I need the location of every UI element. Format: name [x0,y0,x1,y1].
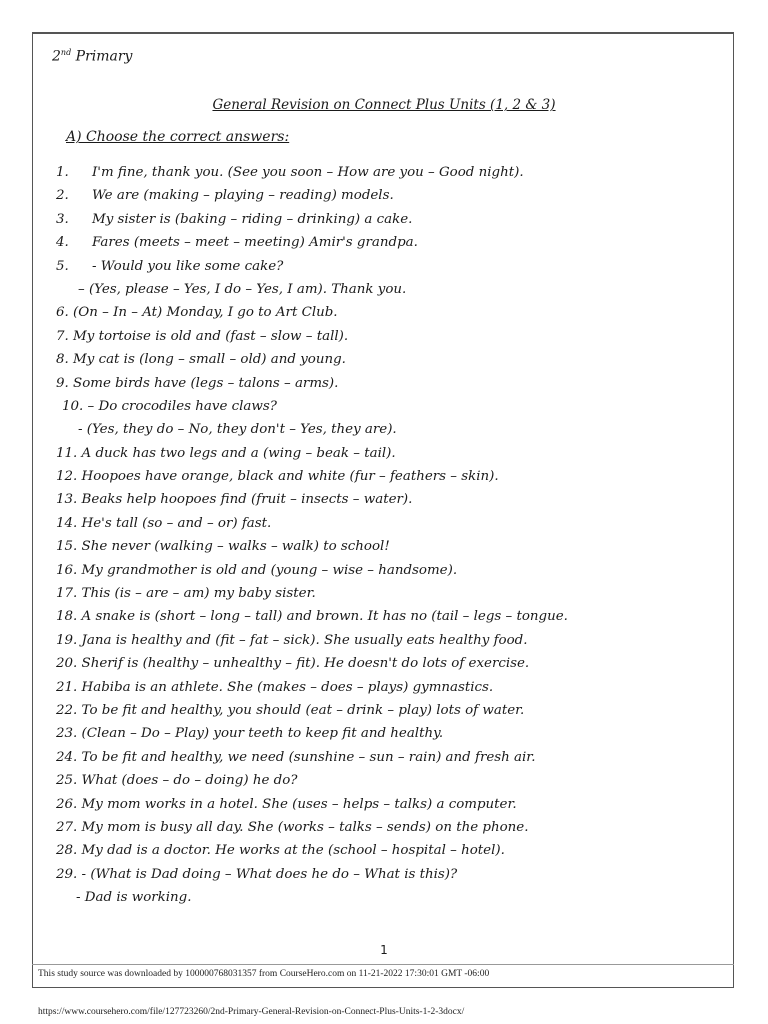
question-item: 21. Habiba is an athlete. She (makes – does – plays) gymnastics. [56,679,494,695]
question-item: 22. To be fit and healthy, you should (eat – drink – play) lots of water. [56,702,525,718]
question-item: 12. Hoopoes have orange, black and white (fur – feathers – skin). [56,469,499,485]
question-item: 10. – Do crocodiles have claws? [62,398,277,414]
question-item: 25. What (does – do – doing) he do? [56,773,298,789]
question-item: 6. (On – In – At) Monday, I go to Art Club. [56,305,338,321]
question-item: 15. She never (walking – walks – walk) to school! [56,539,390,555]
question-item: 20. Sherif is (healthy – unhealthy – fit). He doesn't do lots of exercise. [56,656,530,672]
question-item: 23. (Clean – Do – Play) your teeth to keep fit and healthy. [56,726,444,742]
question-item: 24. To be fit and healthy, we need (sunshine – sun – rain) and fresh air. [56,749,536,765]
question-item: 13. Beaks help hoopoes find (fruit – insects – water). [56,492,413,508]
question-item: 2. We are (making – playing – reading) models. [56,188,394,204]
question-item: 1. I'm fine, thank you. (See you soon – How are you – Good night). [56,165,524,180]
question-item: 17. This (is – are – am) my baby sister. [56,586,316,602]
question-item: 4. Fares (meets – meet – meeting) Amir's grandpa. [56,235,418,251]
question-item: 26. My mom works in a hotel. She (uses – helps – talks) a computer. [56,796,517,812]
question-item: 28. My dad is a doctor. He works at the (school – hospital – hotel). [56,843,505,859]
question-item: 3. My sister is (baking – riding – drinking) a cake. [56,211,413,227]
question-item: 14. He's tall (so – and – or) fast. [56,515,272,531]
question-answer-line: - (Yes, they do – No, they don't – Yes, they are). [78,422,397,438]
question-item: 7. My tortoise is old and (fast – slow – tall). [56,328,349,344]
question-item: 18. A snake is (short – long – tall) and brown. It has no (tail – legs – tongue. [56,609,568,625]
question-answer-line: - Dad is working. [76,890,192,906]
question-item: 27. My mom is busy all day. She (works – talks – sends) on the phone. [56,819,529,835]
page-number: 1 [380,943,388,957]
document-title: General Revision on Connect Plus Units (1, 2 & 3) [212,97,556,113]
grade-label: 2nd Primary [52,48,133,65]
question-item: 8. My cat is (long – small – old) and young. [56,352,346,368]
download-source-note: This study source was downloaded by 100000768031357 from CourseHero.com on 11-21-2022 17:30:01 GMT -06:00 [38,969,490,979]
question-item: 29. - (What is Dad doing – What does he do – What is this)? [56,866,458,882]
question-list [0,161,700,910]
page-url[interactable]: https://www.coursehero.com/file/127723260/2nd-Primary-General-Revision-on-Connect-Plus-Units-1-2-3docx/ [38,1007,465,1017]
question-item: 16. My grandmother is old and (young – wise – handsome). [56,562,458,578]
question-answer-line: – (Yes, please – Yes, I do – Yes, I am). Thank you. [78,281,407,297]
footer-divider [32,964,734,965]
question-item: 9. Some birds have (legs – talons – arms). [56,375,339,391]
question-item: 19. Jana is healthy and (fit – fat – sick). She usually eats healthy food. [56,632,528,648]
section-heading: A) Choose the correct answers: [66,129,290,145]
question-item: 11. A duck has two legs and a (wing – beak – tail). [56,445,396,461]
question-item: 5. - Would you like some cake? [56,258,284,274]
